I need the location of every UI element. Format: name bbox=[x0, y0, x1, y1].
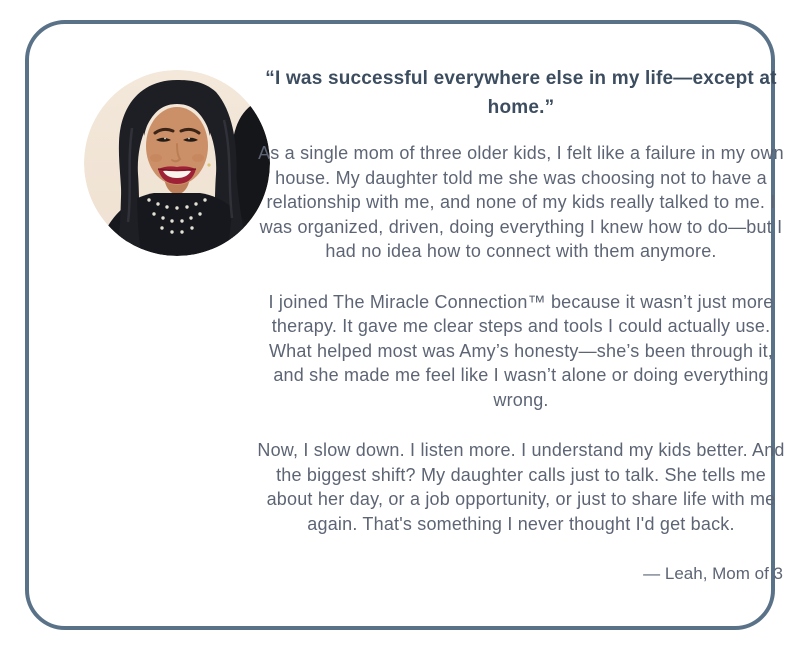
testimonial-paragraph-2: I joined The Miracle Connection™ because it wasn’t just more therapy. It gave me clear steps and tools I could actually use. What helped most was Amy’s honesty—she’s been through it, and she made me feel like I wasn’t alone or doing everything wrong. bbox=[268, 291, 774, 410]
testimonial-attribution: — Leah, Mom of 3 bbox=[643, 564, 783, 583]
testimonial-card bbox=[25, 20, 785, 630]
testimonial-content bbox=[257, 64, 785, 586]
woman-portrait-photo-icon bbox=[84, 70, 270, 256]
avatar bbox=[84, 70, 270, 256]
testimonial-paragraph-3: Now, I slow down. I listen more. I understand my kids better. And the biggest shift? My daughter calls just to talk. She tells me about her day, or a job opportunity, or just to share life with me again. That's something I never thought I'd get back. bbox=[257, 440, 785, 534]
testimonial-paragraph-1: As a single mom of three older kids, I felt like a failure in my own house. My daughter told me she was choosing not to have a relationship with me, and none of my kids really talked to me. I was organized, driven, doing everything I knew how to do—but I had no idea how to connect with them anymore. bbox=[258, 143, 784, 261]
testimonial-headline: “I was successful everywhere else in my life—except at home.” bbox=[265, 68, 777, 118]
